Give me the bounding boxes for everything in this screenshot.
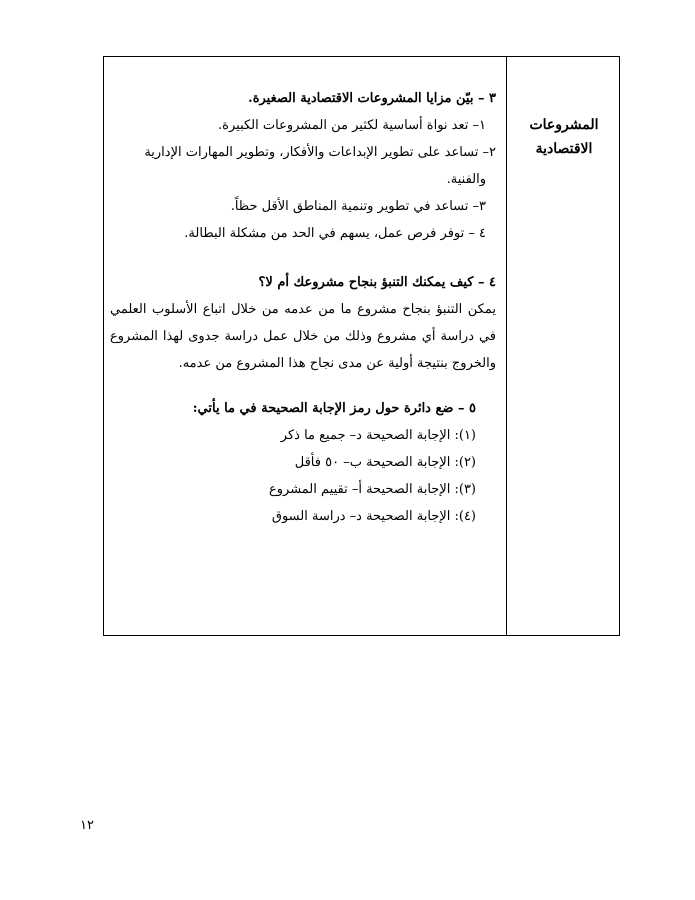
q5-title: ٥ – ضع دائرة حول رمز الإجابة الصحيحة في ما يأتي: xyxy=(192,401,476,416)
q4-answer-line-1: يمكن التنبؤ بنجاح مشروع ما من عدمه من خلال اتباع الأسلوب العلمي xyxy=(110,302,496,317)
q5-answer-4: (٤): الإجابة الصحيحة د– دراسة السوق xyxy=(271,509,476,524)
q4-answer-line-2: في دراسة أي مشروع وذلك من خلال عمل دراسة جدوى لهذا المشروع xyxy=(110,329,496,344)
side-heading-line-1: المشروعات xyxy=(529,117,599,133)
side-heading xyxy=(510,113,618,161)
q3-item-4: ٤ – توفر فرص عمل، يسهم في الحد من مشكلة البطالة. xyxy=(184,226,486,241)
column-divider xyxy=(506,57,507,635)
q3-item-3: ٣– تساعد في تطوير وتنمية المناطق الأقل حظاً. xyxy=(230,199,486,214)
q3-item-1: ١– تعد نواة أساسية لكثير من المشروعات الكبيرة. xyxy=(218,118,486,133)
q5-answer-3: (٣): الإجابة الصحيحة أ– تقييم المشروع xyxy=(268,482,476,497)
content-cell xyxy=(110,85,496,530)
q5-answer-2: (٢): الإجابة الصحيحة ب– ٥٠ فأقل xyxy=(294,455,476,470)
content-table xyxy=(103,56,620,636)
q5-answer-1: (١): الإجابة الصحيحة د– جميع ما ذكر xyxy=(280,428,476,443)
q3-item-2-continued: والفنية. xyxy=(446,172,486,187)
page-number: ١٢ xyxy=(80,818,94,833)
q3-title: ٣ – بيّن مزايا المشروعات الاقتصادية الصغيرة. xyxy=(248,91,496,106)
q4-answer-line-3: والخروج بنتيجة أولية عن مدى نجاح هذا المشروع من عدمه. xyxy=(178,356,496,371)
side-heading-line-2: الاقتصادية xyxy=(535,141,593,157)
q3-item-2: ٢– تساعد على تطوير الإبداعات والأفكار، وتطوير المهارات الإدارية xyxy=(144,145,496,160)
q4-title: ٤ – كيف يمكنك التنبؤ بنجاح مشروعك أم لا؟ xyxy=(258,275,496,290)
